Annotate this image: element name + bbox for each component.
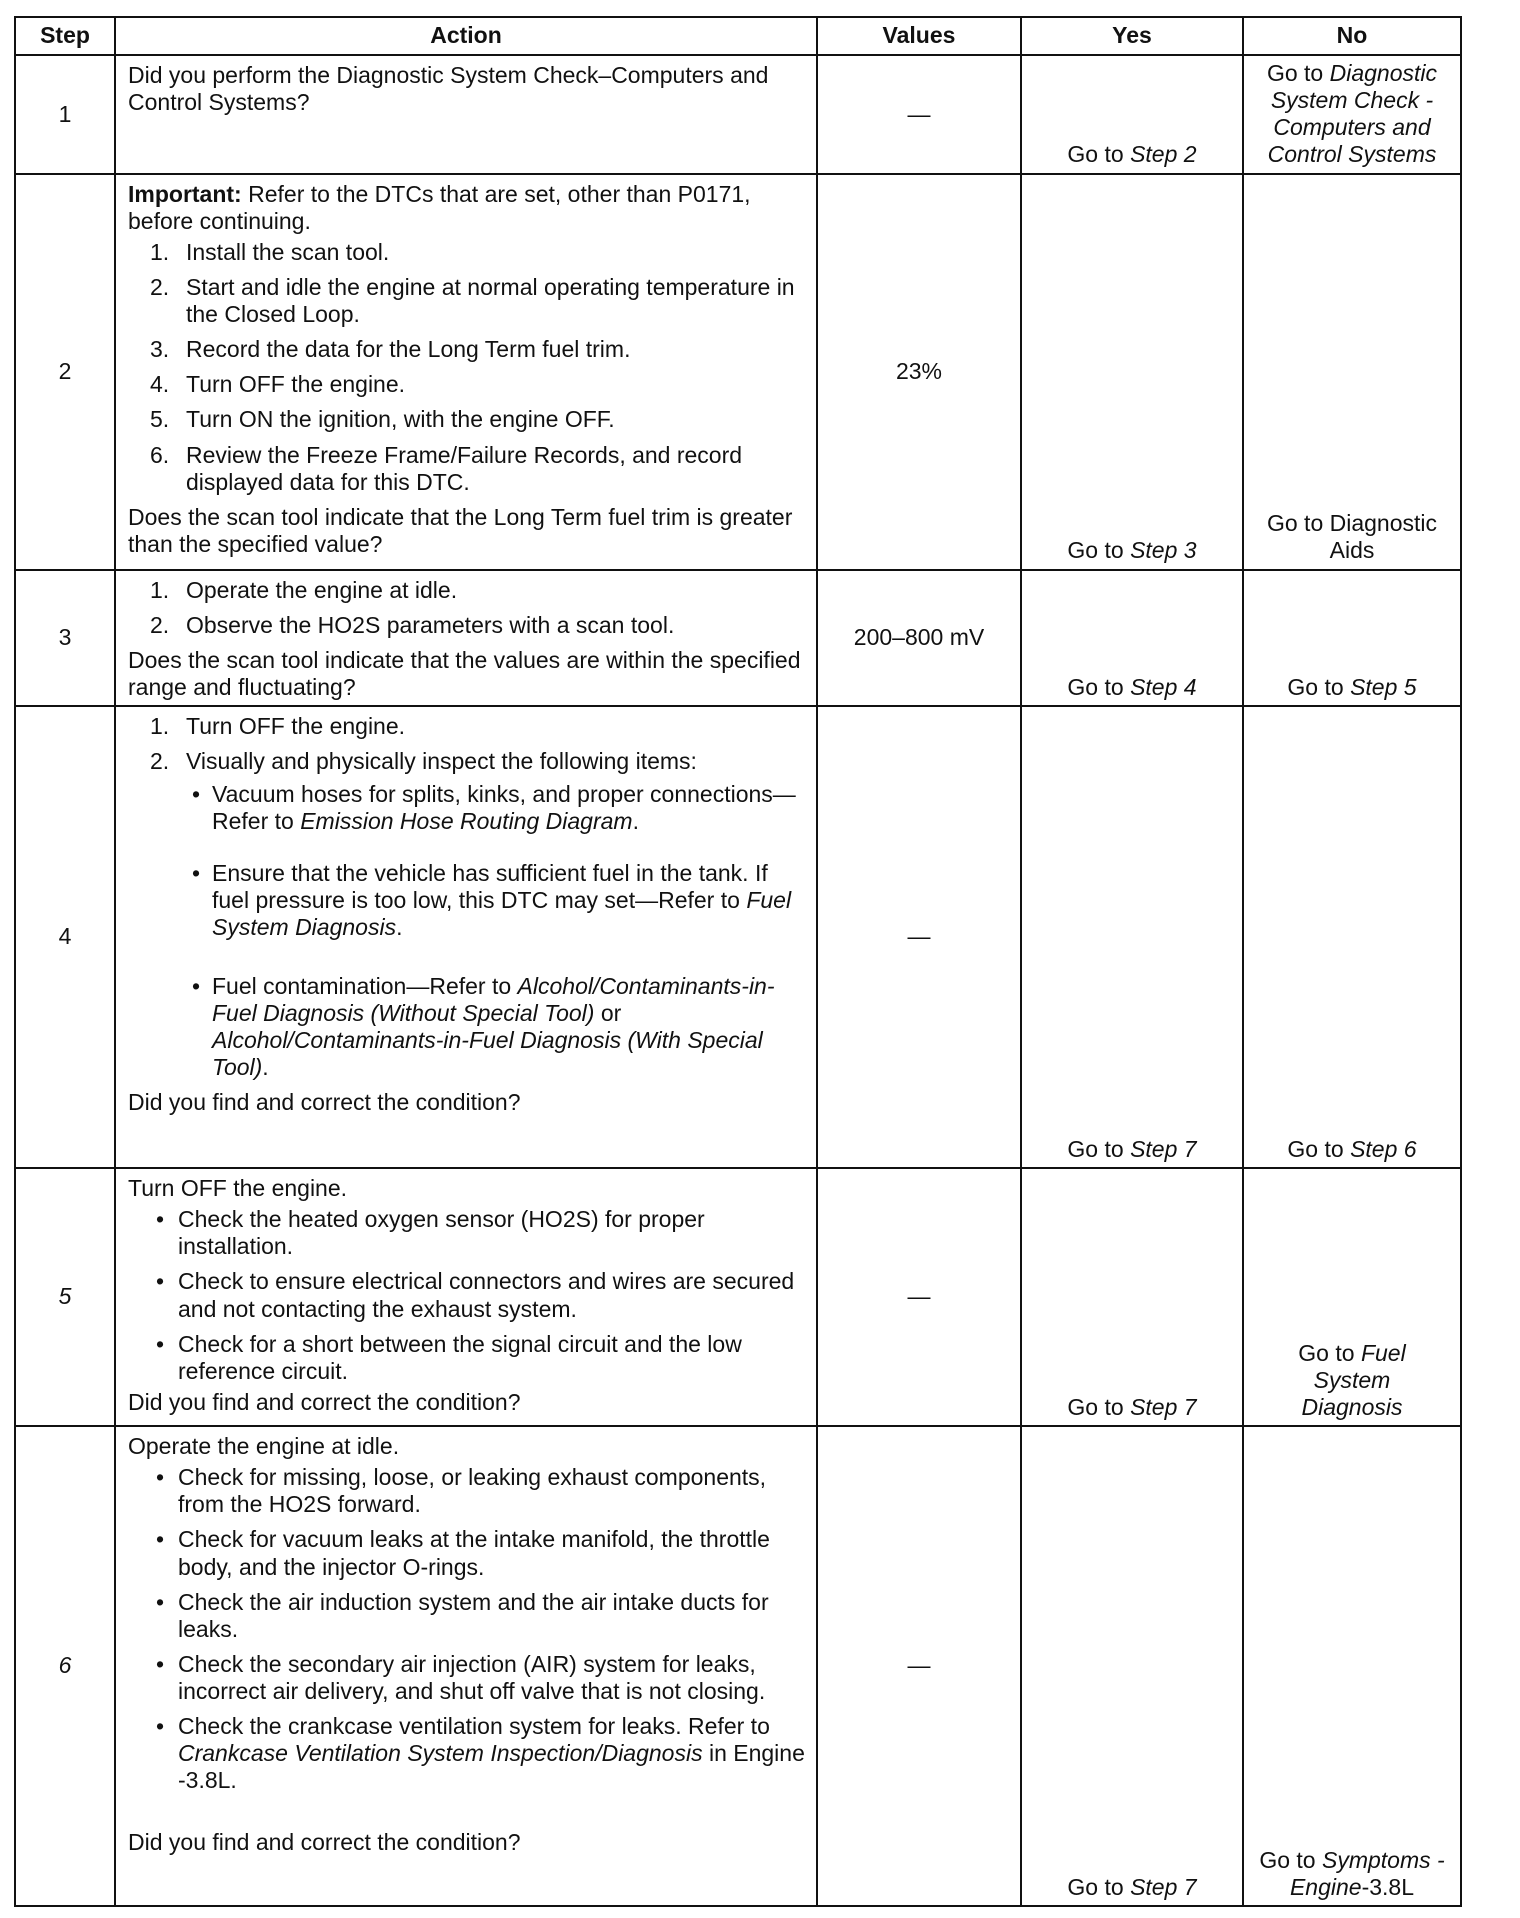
header-action: Action bbox=[115, 17, 817, 55]
step-number: 3 bbox=[15, 570, 115, 707]
header-yes: Yes bbox=[1021, 17, 1243, 55]
table-row bbox=[15, 1168, 1461, 1426]
procedure-list bbox=[128, 239, 808, 496]
list-item: 2. Start and idle the engine at normal operating temperature in the Closed Loop. bbox=[150, 273, 795, 327]
header-row bbox=[15, 17, 1461, 55]
action-cell bbox=[115, 1426, 817, 1906]
bullet-item: • Check the crankcase ventilation system for leaks. Refer to Crankcase Ventilation System Inspection/Diagnosis in Engine -3.8L. bbox=[128, 1713, 808, 1794]
table-row bbox=[15, 706, 1461, 1168]
check-bullets bbox=[128, 1206, 808, 1385]
question-text: Did you find and correct the condition? bbox=[128, 1089, 521, 1116]
yes-cell: Go to Step 4 bbox=[1021, 570, 1243, 707]
yes-link[interactable]: Step 3 bbox=[1130, 537, 1197, 564]
no-cell: Go to Symptoms - Engine-3.8L bbox=[1243, 1426, 1461, 1906]
reference-link[interactable]: Crankcase Ventilation System Inspection/Diagnosis bbox=[178, 1740, 703, 1767]
yes-link[interactable]: Step 7 bbox=[1130, 1393, 1197, 1420]
yes-cell: Go to Step 7 bbox=[1021, 1426, 1243, 1906]
yes-cell: Go to Step 7 bbox=[1021, 1168, 1243, 1426]
no-cell: Go to Diagnostic System Check - Computers and Control Systems bbox=[1243, 55, 1461, 174]
action-cell bbox=[115, 706, 817, 1168]
bullet-item: • Check the air induction system and the air intake ducts for leaks. bbox=[128, 1589, 808, 1643]
value-cell: — bbox=[817, 1426, 1021, 1906]
bullet-item: • Check to ensure electrical connectors and wires are secured and not contacting the exhaust system. bbox=[128, 1268, 808, 1322]
list-item: 1. Turn OFF the engine. bbox=[150, 713, 406, 739]
action-text: Turn OFF the engine. bbox=[128, 1175, 348, 1201]
reference-link[interactable]: Emission Hose Routing Diagram bbox=[300, 808, 633, 835]
list-item: 3. Record the data for the Long Term fuel trim. bbox=[150, 336, 631, 363]
diagnostic-table bbox=[14, 16, 1462, 1907]
important-note: Important: Refer to the DTCs that are set, other than P0171, before continuing. bbox=[128, 180, 751, 234]
yes-link[interactable]: Step 7 bbox=[1130, 1873, 1197, 1900]
list-item: 5. Turn ON the ignition, with the engine OFF. bbox=[150, 406, 615, 433]
action-text: Operate the engine at idle. bbox=[128, 1433, 400, 1459]
step-number: 4 bbox=[15, 706, 115, 1168]
yes-link[interactable]: Step 4 bbox=[1130, 673, 1197, 700]
action-cell bbox=[115, 55, 817, 174]
bullet-item: • Check the heated oxygen sensor (HO2S) for proper installation. bbox=[128, 1206, 808, 1260]
list-item: 2. Observe the HO2S parameters with a scan tool. bbox=[150, 611, 675, 638]
value-cell: 23% bbox=[817, 174, 1021, 570]
no-link[interactable]: Fuel System Diagnosis bbox=[1301, 1339, 1406, 1420]
no-cell bbox=[1243, 174, 1461, 570]
list-item: 2. Visually and physically inspect the following items: • Vacuum hoses for splits, kinks, and proper connections—Refer to Emission Hose Routing Diagram. • Ensure that the vehicle has sufficient fuel in the tank. If fuel pressure is too low, this DTC may set—Refer to Fuel System Diagnosis. • Fuel contamination—Refer to Alcohol/Contaminants-in-Fuel Diagnosis (Without Special Tool) or Alcohol/Contaminants-in-Fuel Diagnosis (With Special Tool). bbox=[128, 748, 808, 1081]
action-text: Did you perform the Diagnostic System Check–Computers and Control Systems? bbox=[128, 62, 769, 116]
bullet-item: • Fuel contamination—Refer to Alcohol/Contaminants-in-Fuel Diagnosis (Without Special Tool) or Alcohol/Contaminants-in-Fuel Diagnosis (With Special Tool). bbox=[186, 973, 808, 1082]
action-cell bbox=[115, 1168, 817, 1426]
bullet-item: • Vacuum hoses for splits, kinks, and proper connections—Refer to Emission Hose Routing Diagram. bbox=[186, 781, 808, 835]
header-values: Values bbox=[817, 17, 1021, 55]
reference-link[interactable]: Alcohol/Contaminants-in-Fuel Diagnosis (With Special Tool) bbox=[212, 1027, 763, 1081]
yes-link[interactable]: Step 2 bbox=[1130, 141, 1197, 168]
step-number: 6 bbox=[15, 1426, 115, 1906]
yes-cell: Go to Step 2 bbox=[1021, 55, 1243, 174]
reference-link[interactable]: Alcohol/Contaminants-in-Fuel Diagnosis (Without Special Tool) bbox=[212, 972, 775, 1026]
yes-link[interactable]: Step 7 bbox=[1130, 1135, 1197, 1162]
list-item: 1. Operate the engine at idle. bbox=[150, 576, 458, 603]
no-cell: Go to Fuel System Diagnosis bbox=[1243, 1168, 1461, 1426]
bullet-item: • Ensure that the vehicle has sufficient fuel in the tank. If fuel pressure is too low, this DTC may set—Refer to Fuel System Diagnosis. bbox=[186, 860, 808, 941]
step-number: 2 bbox=[15, 174, 115, 570]
bullet-item: • Check for a short between the signal circuit and the low reference circuit. bbox=[128, 1331, 808, 1385]
action-cell bbox=[115, 174, 817, 570]
table-row bbox=[15, 1426, 1461, 1906]
list-item: 1. Install the scan tool. bbox=[150, 238, 390, 265]
no-link[interactable]: Diagnostic System Check - Computers and Control Systems bbox=[1267, 60, 1438, 168]
bullet-item: • Check for vacuum leaks at the intake manifold, the throttle body, and the injector O-rings. bbox=[128, 1526, 808, 1580]
no-link[interactable]: Go to Diagnostic Aids bbox=[1266, 510, 1438, 564]
no-link[interactable]: Step 5 bbox=[1350, 673, 1417, 700]
header-no: No bbox=[1243, 17, 1461, 55]
step-number: 1 bbox=[15, 55, 115, 174]
step-number: 5 bbox=[15, 1168, 115, 1426]
header-step: Step bbox=[15, 17, 115, 55]
value-cell: 200–800 mV bbox=[817, 570, 1021, 707]
no-cell: Go to Step 6 bbox=[1243, 706, 1461, 1168]
question-text: Did you find and correct the condition? bbox=[128, 1828, 521, 1855]
action-cell bbox=[115, 570, 817, 707]
inspection-bullets bbox=[186, 781, 808, 1081]
reference-link[interactable]: Fuel System Diagnosis bbox=[212, 886, 792, 940]
question-text: Does the scan tool indicate that the values are within the specified range and fluctuating? bbox=[128, 646, 801, 700]
table-row bbox=[15, 55, 1461, 174]
table-row bbox=[15, 570, 1461, 707]
yes-cell: Go to Step 3 bbox=[1021, 174, 1243, 570]
no-cell: Go to Step 5 bbox=[1243, 570, 1461, 707]
value-cell: — bbox=[817, 706, 1021, 1168]
procedure-list bbox=[128, 577, 808, 639]
list-item: 6. Review the Freeze Frame/Failure Records, and record displayed data for this DTC. bbox=[150, 441, 743, 495]
question-text: Did you find and correct the condition? bbox=[128, 1388, 521, 1415]
no-link[interactable]: Symptoms - Engine bbox=[1289, 1846, 1445, 1900]
question-text: Does the scan tool indicate that the Long Term fuel trim is greater than the specified value? bbox=[128, 503, 793, 557]
value-cell: — bbox=[817, 55, 1021, 174]
bullet-item: • Check for missing, loose, or leaking exhaust components, from the HO2S forward. bbox=[128, 1464, 808, 1518]
table-row bbox=[15, 174, 1461, 570]
bullet-item: • Check the secondary air injection (AIR) system for leaks, incorrect air delivery, and shut off valve that is not closing. bbox=[128, 1651, 808, 1705]
procedure-list bbox=[128, 713, 808, 1081]
no-link[interactable]: Step 6 bbox=[1350, 1135, 1417, 1162]
value-cell: — bbox=[817, 1168, 1021, 1426]
check-bullets bbox=[128, 1464, 808, 1794]
list-item: 4. Turn OFF the engine. bbox=[150, 371, 406, 398]
yes-cell: Go to Step 7 bbox=[1021, 706, 1243, 1168]
